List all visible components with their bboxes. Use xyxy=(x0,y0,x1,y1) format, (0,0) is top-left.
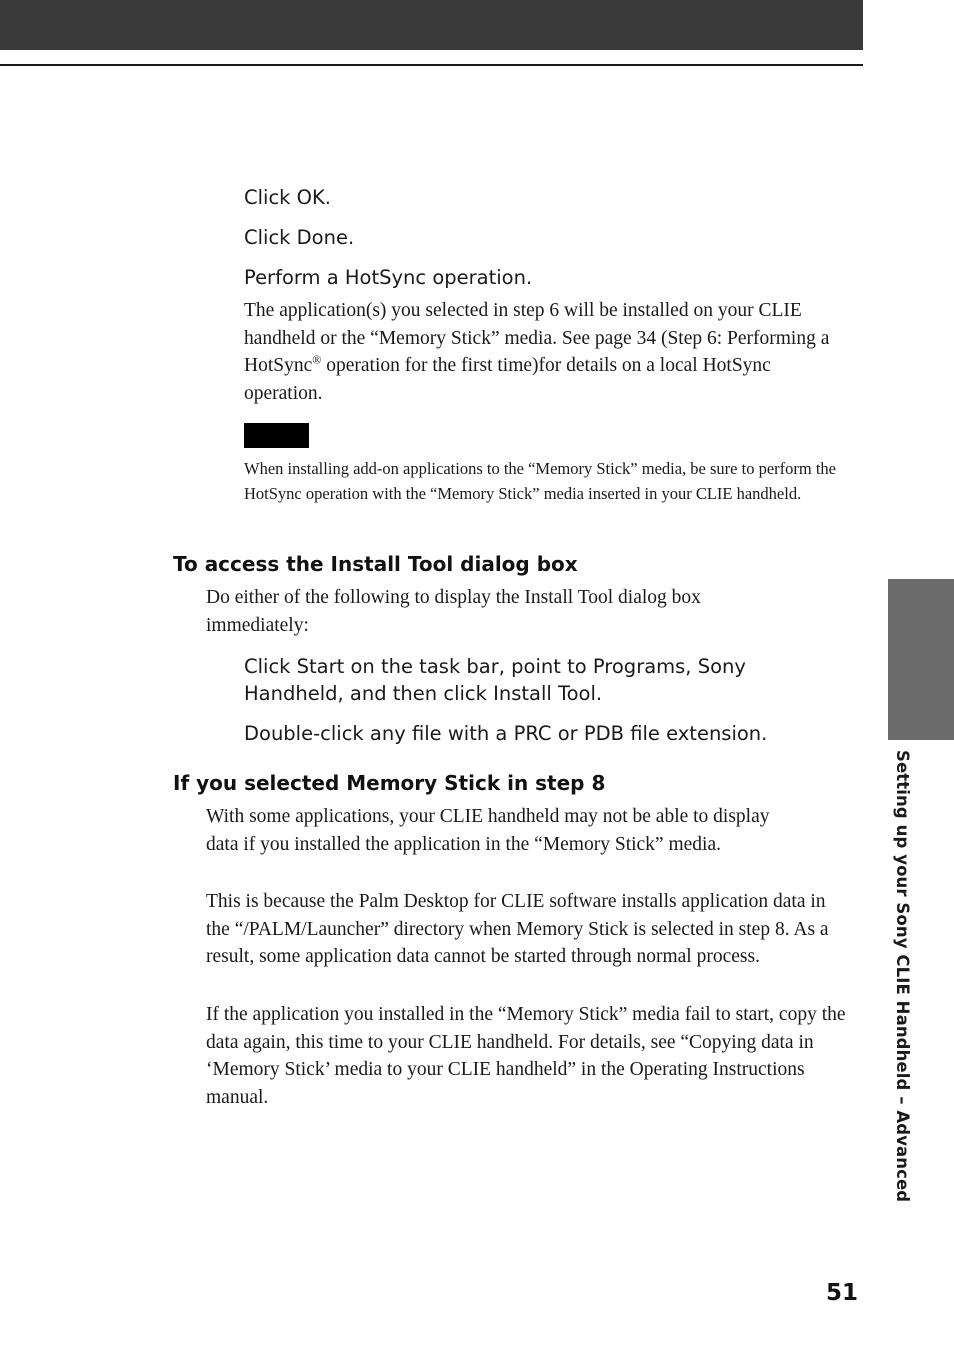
hotsync-paragraph-after: operation for the first time)for details on a local HotSync operation. xyxy=(244,355,771,404)
heading-memory-stick: If you selected Memory Stick in step 8 xyxy=(173,771,606,795)
memory-stick-paragraph-1: With some applications, your CLIE handheld may not be able to display data if you installed the application in the “Memory Stick” media. xyxy=(206,806,770,855)
heading-install-tool: To access the Install Tool dialog box xyxy=(173,552,578,576)
header-rule xyxy=(0,64,863,66)
option-double-click-file: Double-click any file with a PRC or PDB file extension. xyxy=(244,722,768,745)
header-band xyxy=(0,0,863,50)
chapter-title: Setting up your Sony CLIE Handheld – Advanced xyxy=(893,750,912,1203)
registered-mark: ® xyxy=(312,352,322,367)
memory-stick-paragraph-3: If the application you installed in the “Memory Stick” media fail to start, copy the data again, this time to your CLIE handheld. For details, see “Copying data in ‘Memory Stick’ media to your CLIE handheld” in the Operating Instructions manual. xyxy=(206,1004,846,1108)
step-perform-hotsync: Perform a HotSync operation. xyxy=(244,266,533,289)
hotsync-paragraph-before: The application(s) you selected in step 6 will be installed on your CLIE handheld or the “Memory Stick” media. See page 34 (Step 6: Performing a HotSync xyxy=(244,300,830,376)
memory-stick-paragraph-2: This is because the Palm Desktop for CLIE software installs application data in the “/PALM/Launcher” directory when Memory Stick is selected in step 8. As a result, some application data cannot be started through normal process. xyxy=(206,891,829,967)
note-label-block xyxy=(244,423,309,448)
hotsync-paragraph xyxy=(244,297,850,407)
page-number: 51 xyxy=(826,1280,859,1306)
step-click-done: Click Done. xyxy=(244,226,355,249)
note-text: When installing add-on applications to the “Memory Stick” media, be sure to perform the HotSync operation with the “Memory Stick” media inserted in your CLIE handheld. xyxy=(244,459,837,503)
chapter-tab xyxy=(888,579,954,740)
option-start-menu: Click Start on the task bar, point to Programs, Sony Handheld, and then click Install Tool. xyxy=(244,655,746,705)
step-click-ok: Click OK. xyxy=(244,186,331,209)
install-tool-intro: Do either of the following to display the Install Tool dialog box immediately: xyxy=(206,587,701,636)
